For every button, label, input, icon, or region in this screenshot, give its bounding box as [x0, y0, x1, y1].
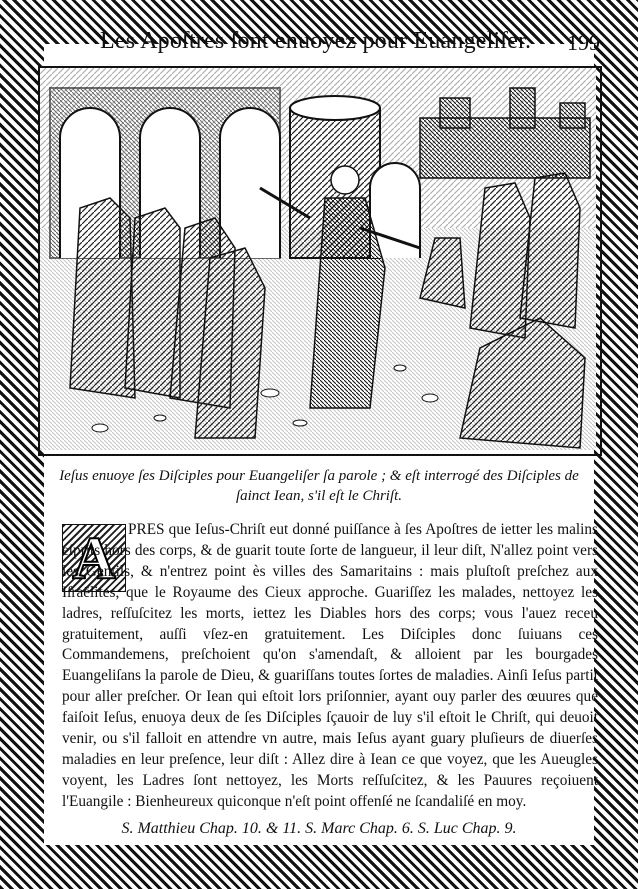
body-text: PRES que Ieſus-Chriſt eut donné puiſſance à ſes Apoſtres de ietter les malins eſprits hors des corps, & de guarit toute ſorte de langueur, il leur diſt, N'allez point vers les Gentils, & n'entrez point ès villes des Samaritains : mais pluſtoſt preſchez aux Iſraëlites, que le Royaume des Cieux approche. Guariſſez les malades, nettoyez les ladres, reſſuſcitez les morts, iettez les Diables hors des corps; vous l'auez receu gratuitement, auſſi vſez-en gratuitement. Les Diſciples donc ſuiuans ces Commandemens, preſchoient qu'on s'amendaſt, & alloient par les bourgades Euangeliſans la parole de Dieu, & guariſſans toutes ſortes de maladies. Ainſi Ieſus partit pour aller preſcher. Or Iean qui eſtoit lors priſonnier, ayant ouy parler des œuures que faiſoit Ieſus, enuoya deux de ſes Diſciples ſçauoir de luy s'il eſtoit le Chriſt, qui deuoit venir, ou s'il falloit en attendre vn autre, mais Ieſus ayant guary pluſieurs de diuerſes maladies en leur preſence, leur diſt : Allez dire à Iean ce que voyez, que les Aueugles voyent, les Ladres ſont nettoyez, les Morts reſſuſcitez, & les Pauures reçoiuent l'Euangile : Bienheureux quiconque n'eſt point offenſé ne ſcandaliſé en moy.: [62, 521, 598, 810]
body-paragraph: [62, 520, 598, 813]
engraving-svg: [40, 68, 596, 450]
page-number: 199: [567, 30, 600, 55]
illustration-caption: Ieſus enuoye ſes Diſciples pour Euangeliſer ſa parole ; & eſt interrogé des Diſciples de ſainct Iean, s'il eſt le Chriſt.: [59, 468, 579, 504]
page-title: Les Apoſtres ſont enuoyez pour Euangeliſer.: [100, 28, 532, 54]
scripture-reference: S. Matthieu Chap. 10. & 11. S. Marc Chap. 6. S. Luc Chap. 9.: [121, 820, 517, 837]
engraving-illustration: [38, 66, 602, 456]
body-text-block: [62, 520, 598, 813]
running-head: [30, 28, 608, 58]
initial-letter: A: [72, 524, 116, 591]
